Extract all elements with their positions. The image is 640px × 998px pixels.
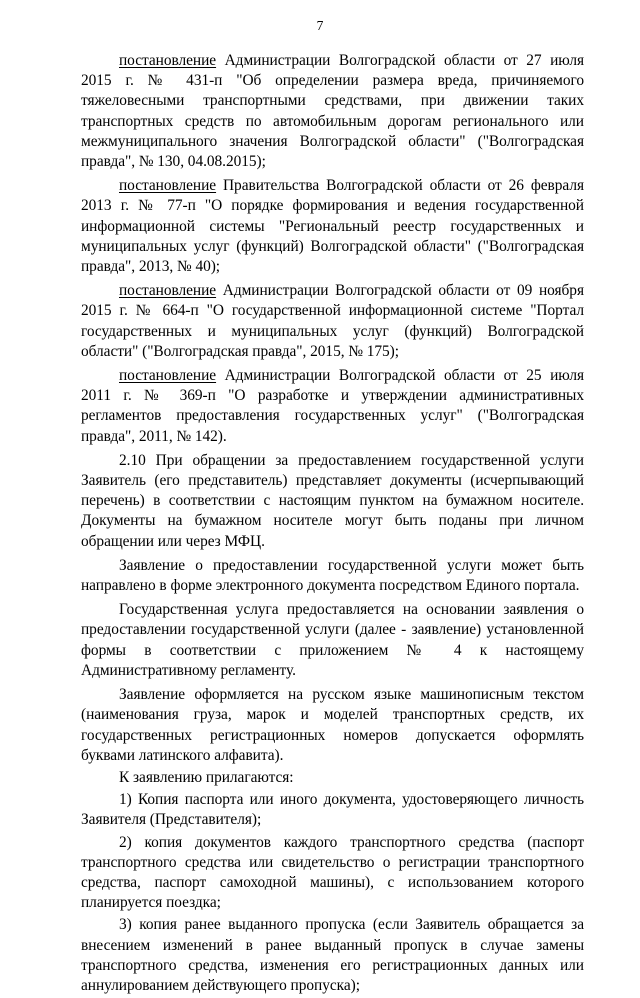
resolution-link[interactable]: постановление xyxy=(119,52,217,69)
paragraph-electronic-application: Заявление о предоставлении государственной услуги может быть направлено в форме электронного документа посредством Единого портала. xyxy=(81,556,584,595)
paragraph-attachments-intro: К заявлению прилагаются: xyxy=(119,768,294,786)
paragraph-text: Администрации Волгоградской области от 09 ноября 2015 г. № 664-п "О государственной информационной системе "Портал государственных и муниципальных услуг (функций) Волгоградской области" ("Волгоградская правда", 2015, № 175); xyxy=(81,282,584,360)
paragraph-application-language: Заявление оформляется на русском языке машинописным текстом (наименования груза, марок и моделей транспортных средств, их государственных регистрационных номеров допускается оформлять буквами латинского алфавита). xyxy=(81,686,584,764)
paragraph-text: Правительства Волгоградской области от 26 февраля 2013 г. № 77-п "О порядке формирования и ведения государственной информационной системы "Региональный реестр государственных и муниципальных услуг (функций) Волгоградской области" ("Волгоградская правда", 2013, № 40); xyxy=(81,177,584,276)
resolution-link[interactable]: постановление xyxy=(119,177,217,195)
paragraph-text: Администрации Волгоградской области от 27 июля 2015 г. № 431-п "Об определении размера вреда, причиняемого тяжеловесными транспортными средствами, при движении таких транспортных средств по автомобильным дорогам регионального или межмуниципального значения Волгоградской области" ("Волгоградская правда", № 130, 04.08.2015); xyxy=(81,52,584,171)
resolution-link[interactable]: постановление xyxy=(119,367,217,385)
list-item-1: 1) Копия паспорта или иного документа, удостоверяющего личность Заявителя (Представителя); xyxy=(81,791,584,829)
resolution-link[interactable]: постановление xyxy=(119,282,217,300)
paragraph-application-basis: Государственная услуга предоставляется на основании заявления о предоставлении государственной услуги (далее - заявление) установленной формы в соответствии с приложением № 4 к настоящему Административному регламенту. xyxy=(81,601,584,679)
paragraph-text: Администрации Волгоградской области от 25 июля 2011 г. № 369-п "О разработке и утверждении административных регламентов предоставления государственных услуг" ("Волгоградская правда", 2011, № 142). xyxy=(81,367,584,445)
paragraph-resolution-369 xyxy=(81,366,584,447)
page-number: 7 xyxy=(316,18,324,33)
paragraph-resolution-77 xyxy=(81,176,584,277)
paragraph-resolution-431 xyxy=(81,51,584,172)
document-body xyxy=(81,51,584,998)
list-item-3: 3) копия ранее выданного пропуска (если Заявитель обращается за внесением изменений в ранее выданный пропуск в случае замены транспортного средства, изменения его регистрационных данных или аннулированием действующего пропуска); xyxy=(81,916,584,994)
list-item-2: 2) копия документов каждого транспортного средства (паспорт транспортного средства или свидетельство о регистрации транспортного средства, паспорт самоходной машины), с использованием которого планируется поездка; xyxy=(81,833,584,912)
paragraph-resolution-664 xyxy=(81,281,584,362)
paragraph-2-10: 2.10 При обращении за предоставлением государственной услуги Заявитель (его представитель) представляет документы (исчерпывающий перечень) в соответствии с настоящим пунктом на бумажном носителе. Документы на бумажном носителе могут быть поданы при личном обращении или через МФЦ. xyxy=(81,451,584,550)
